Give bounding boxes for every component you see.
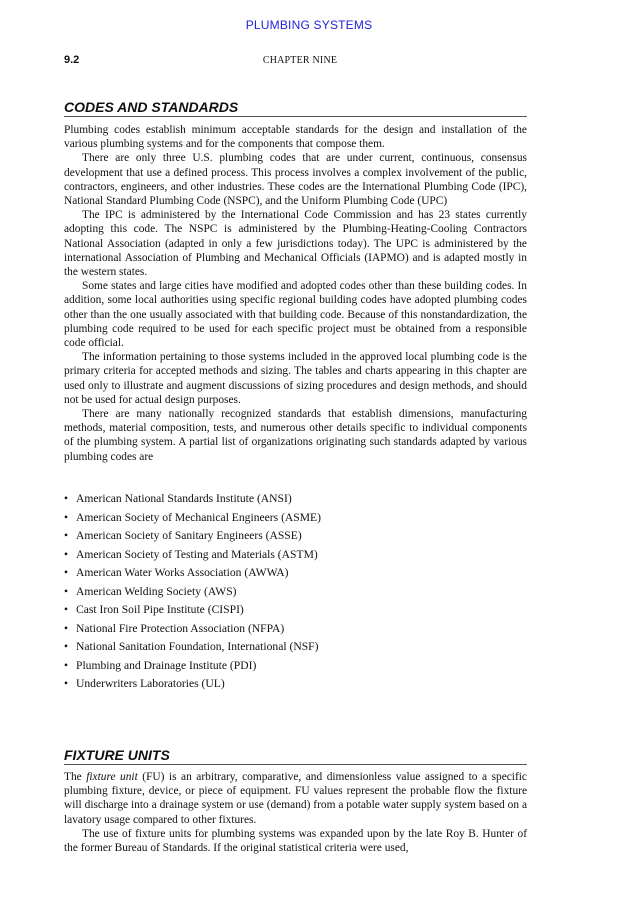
page-number: 9.2 [64,54,80,66]
organization-name: National Fire Protection Association (NFPA) [76,621,285,635]
paragraph: There are only three U.S. plumbing codes that are under current, continuous, consensus development that use a defined process. This process involves a complex involvement of the public, contractors, engineers, and other industries. These codes are the International Plumbing Code (IPC), National Standard Plumbing Code (NSPC), and the Uniform Plumbing Code (UPC) [64,152,527,208]
organization-name: American Welding Society (AWS) [76,584,237,598]
section-heading-fixture-units: FIXTURE UNITS [64,747,527,765]
list-item [64,638,321,657]
bullet-icon: • [64,529,69,542]
list-item [64,564,321,583]
paragraph: Some states and large cities have modified and adopted codes other than these building codes. In addition, some local authorities using specific regional building codes have adopted plumbing codes other than the one usually associated with that building code. Because of this nonstandardization, the plumbing code required to be used for each specific project must be obtained from a responsible code official. [64,280,527,350]
organization-name: American Society of Sanitary Engineers (ASSE) [76,529,302,542]
organization-name: Underwriters Laboratories (UL) [76,677,225,690]
running-header: PLUMBING SYSTEMS [245,18,373,32]
bullet-icon: • [64,547,69,561]
list-item [64,583,321,602]
term-fixture-unit: fixture unit [86,771,138,783]
organization-name: National Sanitation Foundation, International (NSF) [76,640,319,653]
bullet-icon: • [64,677,69,690]
list-item [64,509,321,528]
codes-and-standards-text [64,123,527,464]
list-item [64,657,321,676]
list-item [64,620,321,639]
fixture-units-text [64,770,527,855]
paragraph [64,770,527,827]
list-item [64,601,321,620]
paragraph-intro: The [64,771,87,783]
bullet-icon: • [64,566,69,579]
organization-name: Cast Iron Soil Pipe Institute (CISPI) [76,603,244,616]
list-item [64,675,321,694]
bullet-icon: • [64,621,69,635]
organization-name: American Society of Mechanical Engineers (ASME) [76,510,321,524]
bullet-icon: • [64,492,69,505]
chapter-label: CHAPTER NINE [262,55,338,66]
bullet-icon: • [64,658,69,672]
list-item [64,527,321,546]
bullet-icon: • [64,603,69,616]
organization-name: Plumbing and Drainage Institute (PDI) [76,658,257,672]
bullet-icon: • [64,510,69,524]
list-item [64,490,321,509]
paragraph: The information pertaining to those systems included in the approved local plumbing code is the primary criteria for accepted methods and sizing. The tables and charts appearing in this chapter are used only to illustrate and augment discussions of sizing procedures and design methods, and should not be used for actual design purposes. [64,351,527,406]
organization-name: American Society of Testing and Materials (ASTM) [76,547,318,561]
paragraph: The use of fixture units for plumbing systems was expanded upon by the late Roy B. Hunter of the former Bureau of Standards. If the original statistical criteria were used, [64,827,527,855]
bullet-icon: • [64,584,69,598]
paragraph: The IPC is administered by the International Code Commission and has 23 states currently adopting this code. The NSPC is administered by the Plumbing-Heating-Cooling Contractors National Association (adapted in only a few jurisdictions today). The UPC is administered by the international Association of Plumbing and Mechanical Officials (IAPMO) and is adapted mostly in the western states. [64,209,527,279]
bullet-icon: • [64,640,69,653]
organization-name: American National Standards Institute (ANSI) [76,492,292,505]
standards-organizations-list [64,490,321,694]
list-item [64,546,321,565]
paragraph-rest: (FU) is an arbitrary, comparative, and dimensionless value assigned to a specific plumbing fixture, device, or piece of equipment. FU values represent the probable flow the fixture will discharge into a drainage system or use (demand) from a potable water supply system based on a lavatory usage compared to other fixtures. [64,771,527,826]
section-heading-codes-and-standards: CODES AND STANDARDS [64,99,527,117]
organization-name: American Water Works Association (AWWA) [76,566,289,579]
paragraph: Plumbing codes establish minimum acceptable standards for the design and installation of the various plumbing systems and for the components that compose them. [64,124,527,151]
paragraph: There are many nationally recognized standards that establish dimensions, manufacturing methods, material composition, tests, and numerous other details specific to individual components of the plumbing system. A partial list of organizations originating such standards adapted by various plumbing codes are [64,408,527,463]
